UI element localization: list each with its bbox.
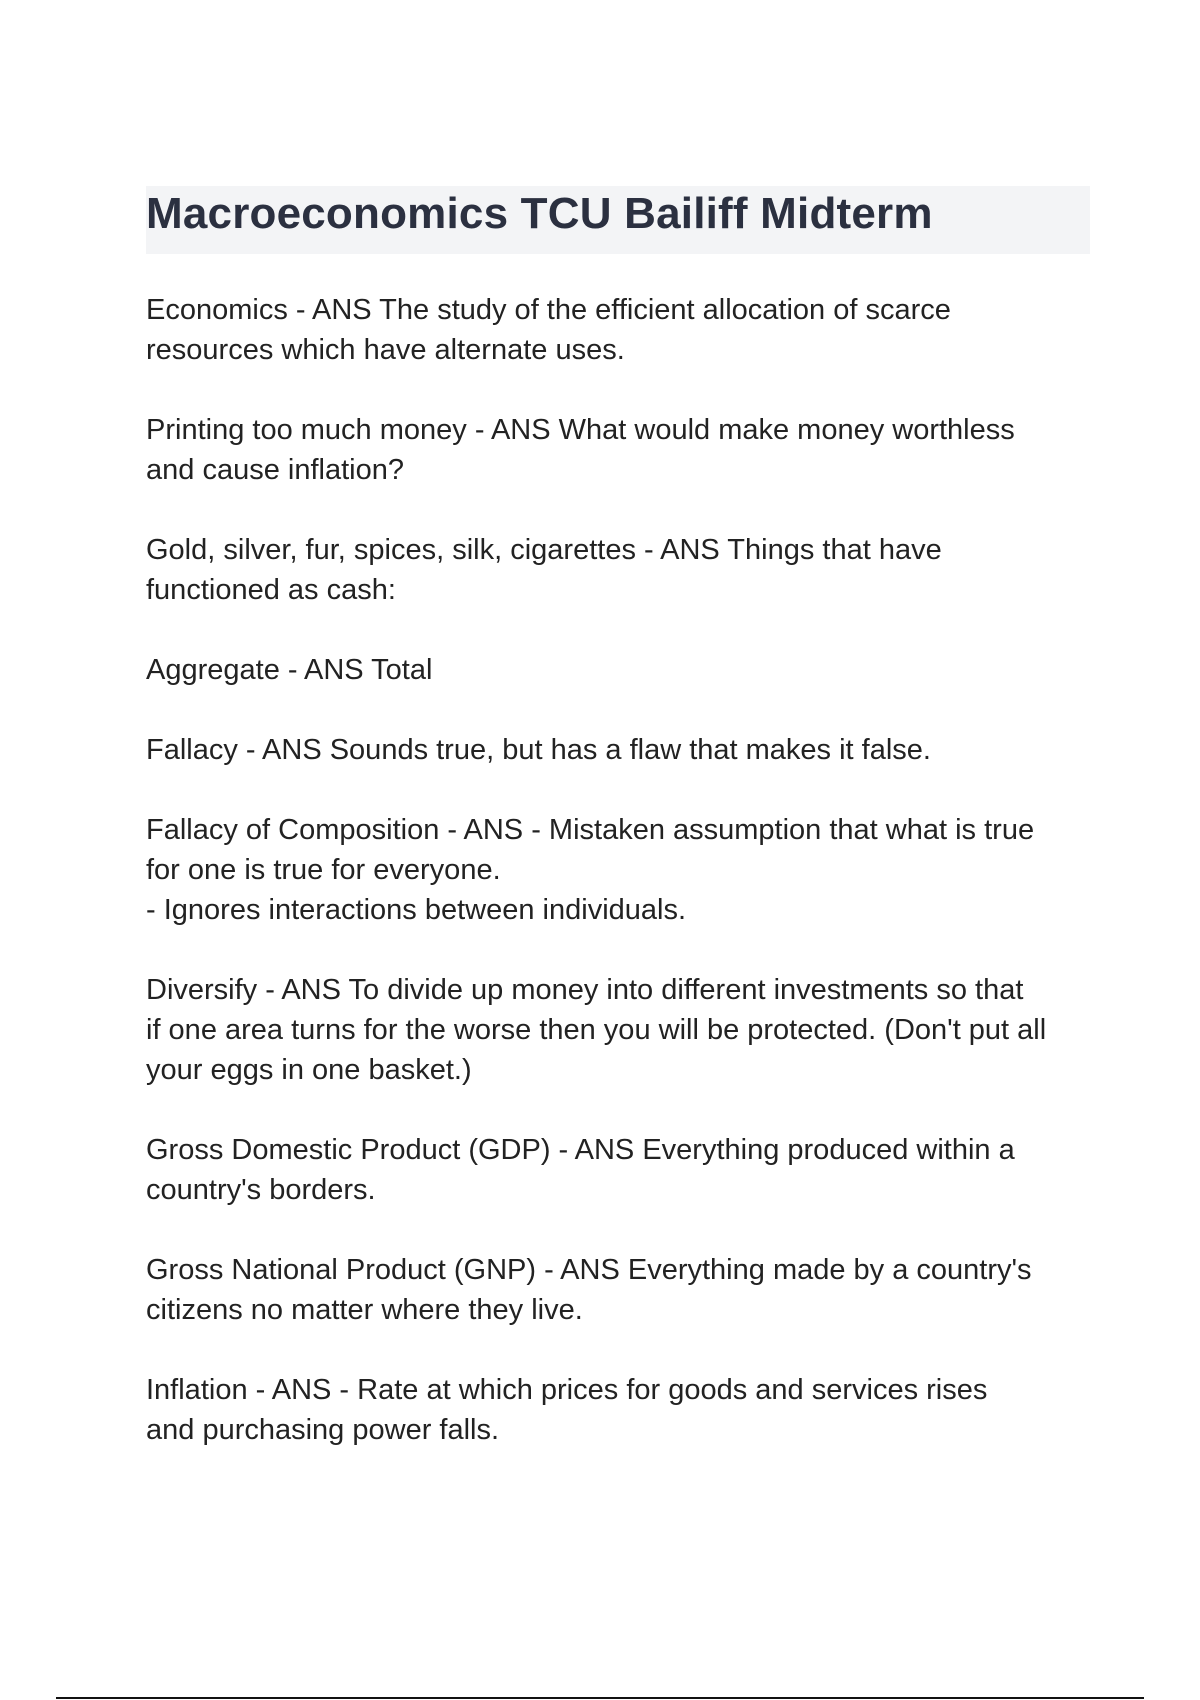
flashcard-entry: [146, 810, 1096, 930]
entry-line: your eggs in one basket.): [146, 1054, 472, 1086]
entry-line: Inflation - ANS - Rate at which prices for goods and services rises: [146, 1374, 988, 1406]
flashcard-entry: [146, 1130, 1096, 1210]
flashcard-entry: [146, 1250, 1096, 1330]
entry-line: Gross Domestic Product (GDP) - ANS Everything produced within a: [146, 1134, 1015, 1166]
document-title: Macroeconomics TCU Bailiff Midterm: [146, 189, 933, 238]
flashcard-entry: [146, 650, 1096, 690]
entry-line: country's borders.: [146, 1174, 376, 1206]
flashcard-entry: [146, 730, 1096, 770]
entry-line: citizens no matter where they live.: [146, 1294, 583, 1326]
flashcard-entry: [146, 530, 1096, 610]
entry-line: and purchasing power falls.: [146, 1414, 500, 1446]
entry-line: Aggregate - ANS Total: [146, 654, 433, 686]
entry-line: Fallacy - ANS Sounds true, but has a flaw that makes it false.: [146, 734, 931, 766]
flashcard-entry: [146, 970, 1096, 1090]
flashcard-list: [146, 290, 1096, 1450]
entry-line: resources which have alternate uses.: [146, 334, 625, 366]
flashcard-entry: [146, 1370, 1096, 1450]
entry-line: Economics - ANS The study of the efficient allocation of scarce: [146, 294, 951, 326]
entry-line: functioned as cash:: [146, 574, 396, 606]
flashcard-entry: [146, 410, 1096, 490]
entry-line: if one area turns for the worse then you will be protected. (Don't put all: [146, 1014, 1047, 1046]
entry-line: Gross National Product (GNP) - ANS Everything made by a country's: [146, 1254, 1032, 1286]
entry-line: Printing too much money - ANS What would make money worthless: [146, 414, 1015, 446]
footer-divider: [56, 1697, 1144, 1699]
entry-line: and cause inflation?: [146, 454, 404, 486]
flashcard-entry: [146, 290, 1096, 370]
entry-line: - Ignores interactions between individuals.: [146, 894, 687, 926]
entry-line: Gold, silver, fur, spices, silk, cigarettes - ANS Things that have: [146, 534, 942, 566]
entry-line: Diversify - ANS To divide up money into different investments so that: [146, 974, 1024, 1006]
entry-line: Fallacy of Composition - ANS - Mistaken assumption that what is true: [146, 814, 1035, 846]
entry-line: for one is true for everyone.: [146, 854, 501, 886]
